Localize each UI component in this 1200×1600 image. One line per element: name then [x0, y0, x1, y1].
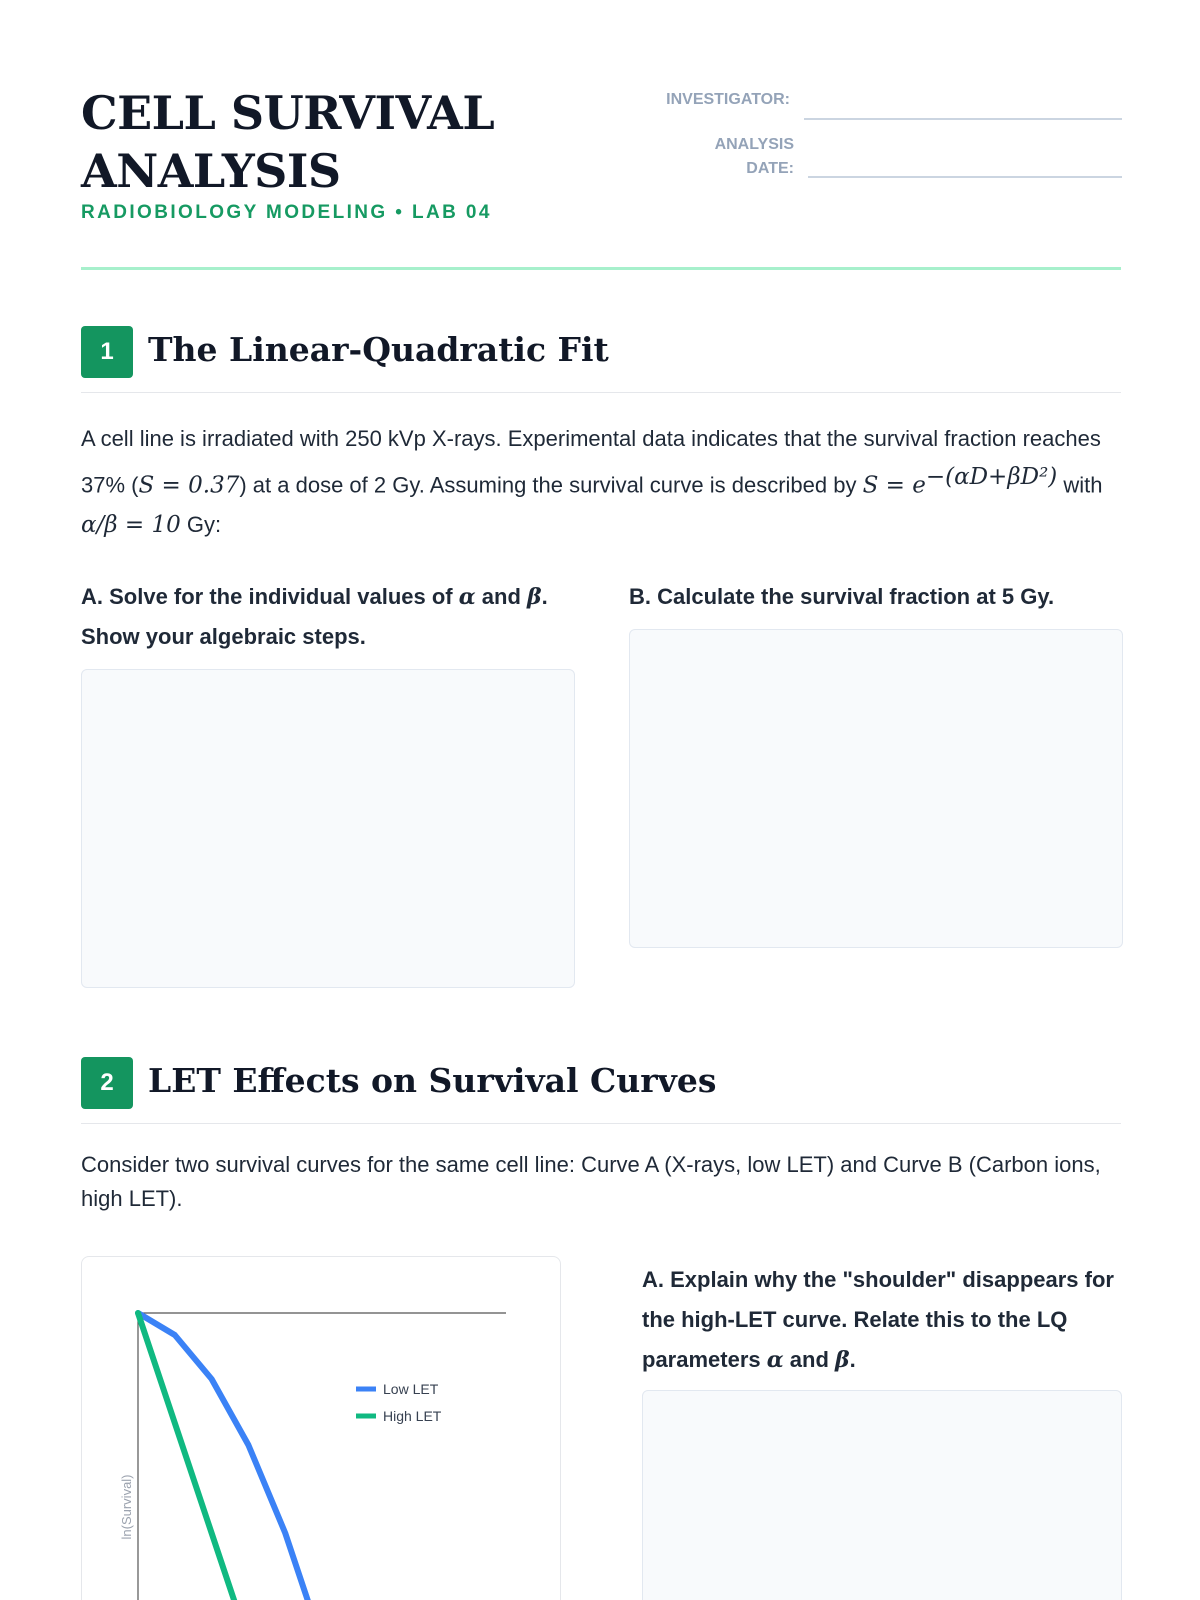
page-subtitle: RADIOBIOLOGY MODELING • LAB 04	[81, 202, 492, 223]
y-axis-label: ln(Survival)	[119, 1474, 134, 1540]
section-1-divider	[81, 392, 1121, 393]
answer-box-2a[interactable]	[642, 1390, 1122, 1600]
question-2a: A. Explain why the "shoulder" disappears for the high-LET curve. Relate this to the LQ parameters α and β.	[642, 1267, 1114, 1373]
investigator-field[interactable]	[804, 118, 1122, 120]
legend-label-low-let: Low LET	[383, 1381, 439, 1397]
header-divider	[81, 267, 1121, 270]
investigator-label: INVESTIGATOR:	[666, 91, 790, 108]
page-title: CELL SURVIVAL ANALYSIS	[81, 86, 495, 198]
analysis-date-label: ANALYSIS DATE:	[714, 136, 794, 177]
section-2-badge: 2	[81, 1057, 133, 1109]
survival-chart	[82, 1257, 562, 1600]
answer-box-1a[interactable]	[81, 669, 575, 988]
question-1a: A. Solve for the individual values of α and β. Show your algebraic steps.	[81, 584, 548, 649]
section-2-divider	[81, 1123, 1121, 1124]
section-1-intro: A cell line is irradiated with 250 kVp X-rays. Experimental data indicates that the survival fraction reaches 37% (S = 0.37) at a dose of 2 Gy. Assuming the survival curve is described by $S = e^{-(\alpha D+\beta D^2)}$ with α/β = 10 Gy:	[81, 426, 1103, 539]
section-1-badge: 1	[81, 326, 133, 378]
series-line-high-let	[138, 1313, 285, 1600]
question-1b: B. Calculate the survival fraction at 5 Gy.	[629, 584, 1055, 609]
answer-box-1b[interactable]	[629, 629, 1123, 948]
survival-chart-card	[81, 1256, 561, 1600]
legend-label-high-let: High LET	[383, 1408, 442, 1424]
analysis-date-field[interactable]	[808, 176, 1122, 178]
section-2-title: LET Effects on Survival Curves	[148, 1061, 717, 1100]
series-line-low-let	[138, 1313, 359, 1600]
section-1-title: The Linear-Quadratic Fit	[148, 330, 609, 369]
section-2-intro: Consider two survival curves for the same cell line: Curve A (X-rays, low LET) and Curve B (Carbon ions, high LET).	[81, 1152, 1101, 1211]
